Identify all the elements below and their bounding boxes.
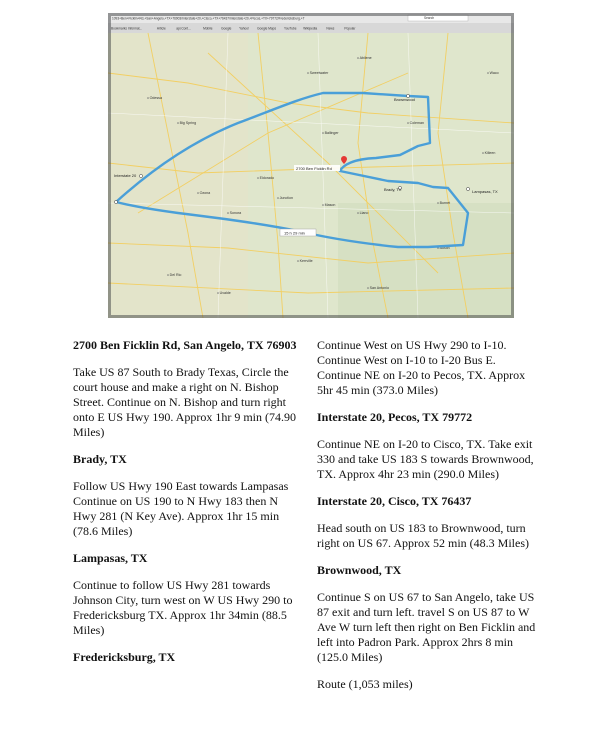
town-dot: [297, 260, 299, 262]
town-label-llano: Llano: [359, 211, 369, 216]
directions-left-column: [73, 338, 299, 677]
town-dot: [227, 212, 229, 214]
bookmark-mobile[interactable]: Mobile: [203, 26, 213, 31]
stop-heading: Lampasas, TX: [73, 551, 148, 565]
lampasas-label: Lampasas, TX: [472, 189, 498, 194]
town-dot: [322, 132, 324, 134]
bookmark-yahoo[interactable]: Yahoo!: [239, 26, 249, 31]
town-dot: [367, 287, 369, 289]
town-label-austin: Austin: [439, 246, 450, 251]
direction-paragraph: Continue West on US Hwy 290 to I-10. Continue West on I-10 to I-20 Bus E. Continue NE on I-20 to Pecos, TX. Approx 5hr 45 min (373.0 Miles): [317, 338, 526, 397]
browser-search-placeholder: Search: [424, 16, 435, 21]
stop-heading: Interstate 20, Pecos, TX 79772: [317, 410, 473, 424]
bookmark-api-cont[interactable]: api.Cont...: [176, 26, 191, 31]
bookmark-wikipedia[interactable]: Wikipedia: [303, 26, 318, 31]
brownwood-label: Brownwood: [394, 97, 415, 102]
town-dot: [322, 204, 324, 206]
stop-heading: Interstate 20, Cisco, TX 76437: [317, 494, 472, 508]
waypoint-lampasas: [466, 187, 469, 190]
town-dot: [357, 57, 359, 59]
town-dot: [437, 202, 439, 204]
direction-paragraph: Head south on US 183 to Brownwood, turn right on US 67. Approx 52 min (48.3 Miles): [317, 521, 529, 550]
town-label-sweetwater: Sweetwater: [309, 71, 329, 76]
origin-label: 2700 Ben Ficklin Rd: [296, 166, 332, 171]
town-label-san-antonio: San Antonio: [369, 286, 389, 291]
bookmark-article[interactable]: Article: [156, 26, 166, 31]
town-dot: [407, 122, 409, 124]
town-label-odessa: Odessa: [149, 96, 162, 101]
town-dot: [147, 97, 149, 99]
town-label-del-rio: Del Rio: [169, 273, 182, 278]
town-label-killeen: Killeen: [484, 151, 496, 156]
stop-heading: 2700 Ben Ficklin Rd, San Angelo, TX 76903: [73, 338, 297, 352]
direction-paragraph: Route (1,053 miles): [317, 677, 413, 691]
bookmark-google[interactable]: Google: [221, 26, 232, 31]
town-label-ballinger: Ballinger: [324, 131, 339, 136]
address-bar-url[interactable]: 1093+Ben+Ficklin+Rd,+San+Angelo,+TX+76903/Interstate+20,+Cisco,+TX+76437/Interstate+20,+Pecos,+TX+79772/Fredericksburg,+T: [112, 16, 305, 21]
town-dot: [217, 292, 219, 294]
town-dot: [177, 122, 179, 124]
town-label-big-spring: Big Spring: [179, 121, 197, 126]
map-screenshot: [108, 13, 514, 318]
town-label-ozona: Ozona: [199, 191, 211, 196]
directions-right-column: [317, 338, 539, 704]
town-dot: [482, 152, 484, 154]
town-label-uvalde: Uvalde: [219, 291, 231, 296]
town-label-sonora: Sonora: [229, 211, 242, 216]
stop-heading: Fredericksburg, TX: [73, 650, 176, 664]
bookmark-news[interactable]: News: [326, 26, 335, 31]
stop-heading: Brady, TX: [73, 452, 127, 466]
town-label-coleman: Coleman: [409, 121, 424, 126]
stop-heading: Brownwood, TX: [317, 563, 402, 577]
town-dot: [257, 177, 259, 179]
town-label-kerrville: Kerrville: [299, 259, 313, 264]
bookmark-google-maps[interactable]: Google Maps: [257, 26, 277, 31]
waypoint-interstate: [139, 174, 142, 177]
direction-paragraph: Take US 87 South to Brady Texas, Circle the court house and make a right on N. Bishop Street. Continue on N. Bishop and turn right onto E US Hwy 190. Approx 1hr 9 min (74.90 Miles): [73, 365, 296, 439]
town-dot: [197, 192, 199, 194]
town-label-junction: Junction: [279, 196, 293, 201]
bookmark-youtube[interactable]: YouTube: [284, 26, 297, 31]
town-label-eldorado: Eldorado: [259, 176, 274, 181]
town-label-burnet: Burnet: [439, 201, 451, 206]
direction-paragraph: Continue S on US 67 to San Angelo, take US 87 exit and turn left. travel S on US 87 to W Ave W turn left then right on Ben Ficklin and left into Padron Park. Approx 2hrs 8 min (125.0 Miles): [317, 590, 536, 664]
town-label-waco: Waco: [489, 71, 499, 76]
town-dot: [167, 274, 169, 276]
town-dot: [277, 197, 279, 199]
map-photo: [108, 13, 514, 318]
interstate-label: Interstate 20: [114, 173, 137, 178]
brady-label: Brady, TX: [384, 187, 402, 192]
direction-paragraph: Follow US Hwy 190 East towards Lampasas Continue on US 190 to N Hwy 183 then N Hwy 281 (N Key Ave). Approx 1hr 15 min (78.6 Miles): [73, 479, 289, 538]
waypoint-west: [114, 200, 117, 203]
town-dot: [487, 72, 489, 74]
town-label-abilene: Abilene: [359, 56, 372, 61]
direction-paragraph: Continue NE on I-20 to Cisco, TX. Take exit 330 and take US 183 S towards Brownwood, TX. Approx 4hr 23 min (290.0 Miles): [317, 437, 534, 481]
town-dot: [357, 212, 359, 214]
town-dot: [307, 72, 309, 74]
duration-label: 15 h 29 min: [284, 230, 305, 236]
direction-paragraph: Continue to follow US Hwy 281 towards Johnson City, turn west on W US Hwy 290 to Fredericksburg TX. Approx 1hr 34min (88.5 Miles): [73, 578, 293, 637]
bookmark-popular[interactable]: Popular: [344, 26, 356, 31]
bookmark-bookmarks-informat[interactable]: Bookmarks Informat...: [111, 26, 143, 31]
town-label-mason: Mason: [324, 203, 336, 208]
